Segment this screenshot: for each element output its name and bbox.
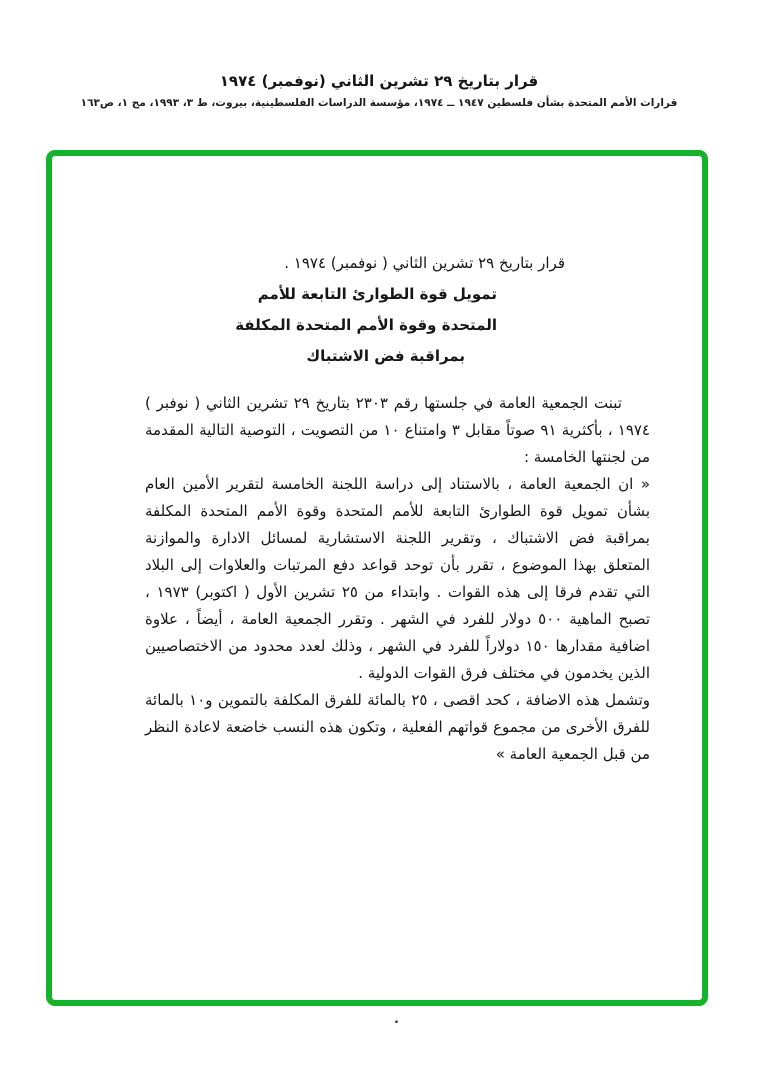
paragraph-resolution-text: « ان الجمعية العامة ، بالاستناد إلى دراسة اللجنة الخامسة لتقرير الأمين العام بشأن تمويل قوة الطوارئ التابعة للأمم المتحدة وقوة الأمم المتحدة المكلفة بمراقبة فض الاشتباك ، وتقرير اللجنة الاستشارية لمسائل الادارة والموازنة المتعلق بهذا الموضوع ، تقرر بأن توحد قواعد دفع المرتبات والعلاوات إلى البلاد التي تقدم فرقا إلى هذه القوات . وابتداء من ٢٥ تشرين الأول ( اكتوبر) ١٩٧٣ ، تصبح الماهية ٥٠٠ دولار للفرد في الشهر . وتقرر الجمعية العامة ، أيضاً ، علاوة اضافية مقدارها ١٥٠ دولاراً للفرد في الشهر ، وذلك لعدد محدود من الاختصاصيين الذين يخدمون في مختلف فرق القوات الدولية .	[145, 475, 651, 682]
page-header	[0, 72, 758, 109]
resolution-heading	[145, 248, 650, 372]
page-title: قرار بتاريخ ٢٩ تشرين الثاني (نوفمبر) ١٩٧٤	[219, 72, 539, 90]
resolution-date-line: قرار بتاريخ ٢٩ تشرين الثاني ( نوفمبر) ١٩٧٤ .	[284, 254, 565, 272]
source-citation: قرارات الأمم المتحدة بشأن فلسطين ١٩٤٧ ــ ١٩٧٤، مؤسسة الدراسات الفلسطينية، بيروت، ط ٣، ١٩٩٣، مج ١، ص١٦٣	[80, 97, 678, 109]
document-frame	[46, 150, 708, 1006]
resolution-subject-line-3: بمراقبة فض الاشتباك	[306, 347, 465, 365]
resolution-subject-line-1: تمويل قوة الطوارئ التابعة للأمم	[257, 285, 497, 303]
paragraph-adoption: تبنت الجمعية العامة في جلستها رقم ٢٣٠٣ بتاريخ ٢٩ تشرين الثاني ( نوفبر ) ١٩٧٤ ، بأكثرية ٩١ صوتاً مقابل ٣ وامتناع ١٠ من التصويت ، التوصية التالية المقدمة من لجنتها الخامسة :	[145, 394, 650, 466]
resolution-subject-line-2: المتحدة وقوة الأمم المتحدة المكلفة	[235, 316, 497, 334]
paragraph-allowances: وتشمل هذه الاضافة ، كحد اقصى ، ٢٥ بالمائة للفرق المكلفة بالتموين و١٠ بالمائة للفرق الأخرى من مجموع قواتهم الفعلية ، وتكون هذه النسب خاضعة لاعادة النظر من قبل الجمعية العامة »	[145, 691, 651, 763]
page-footer-mark: .	[394, 1012, 399, 1027]
document-content	[52, 156, 702, 768]
